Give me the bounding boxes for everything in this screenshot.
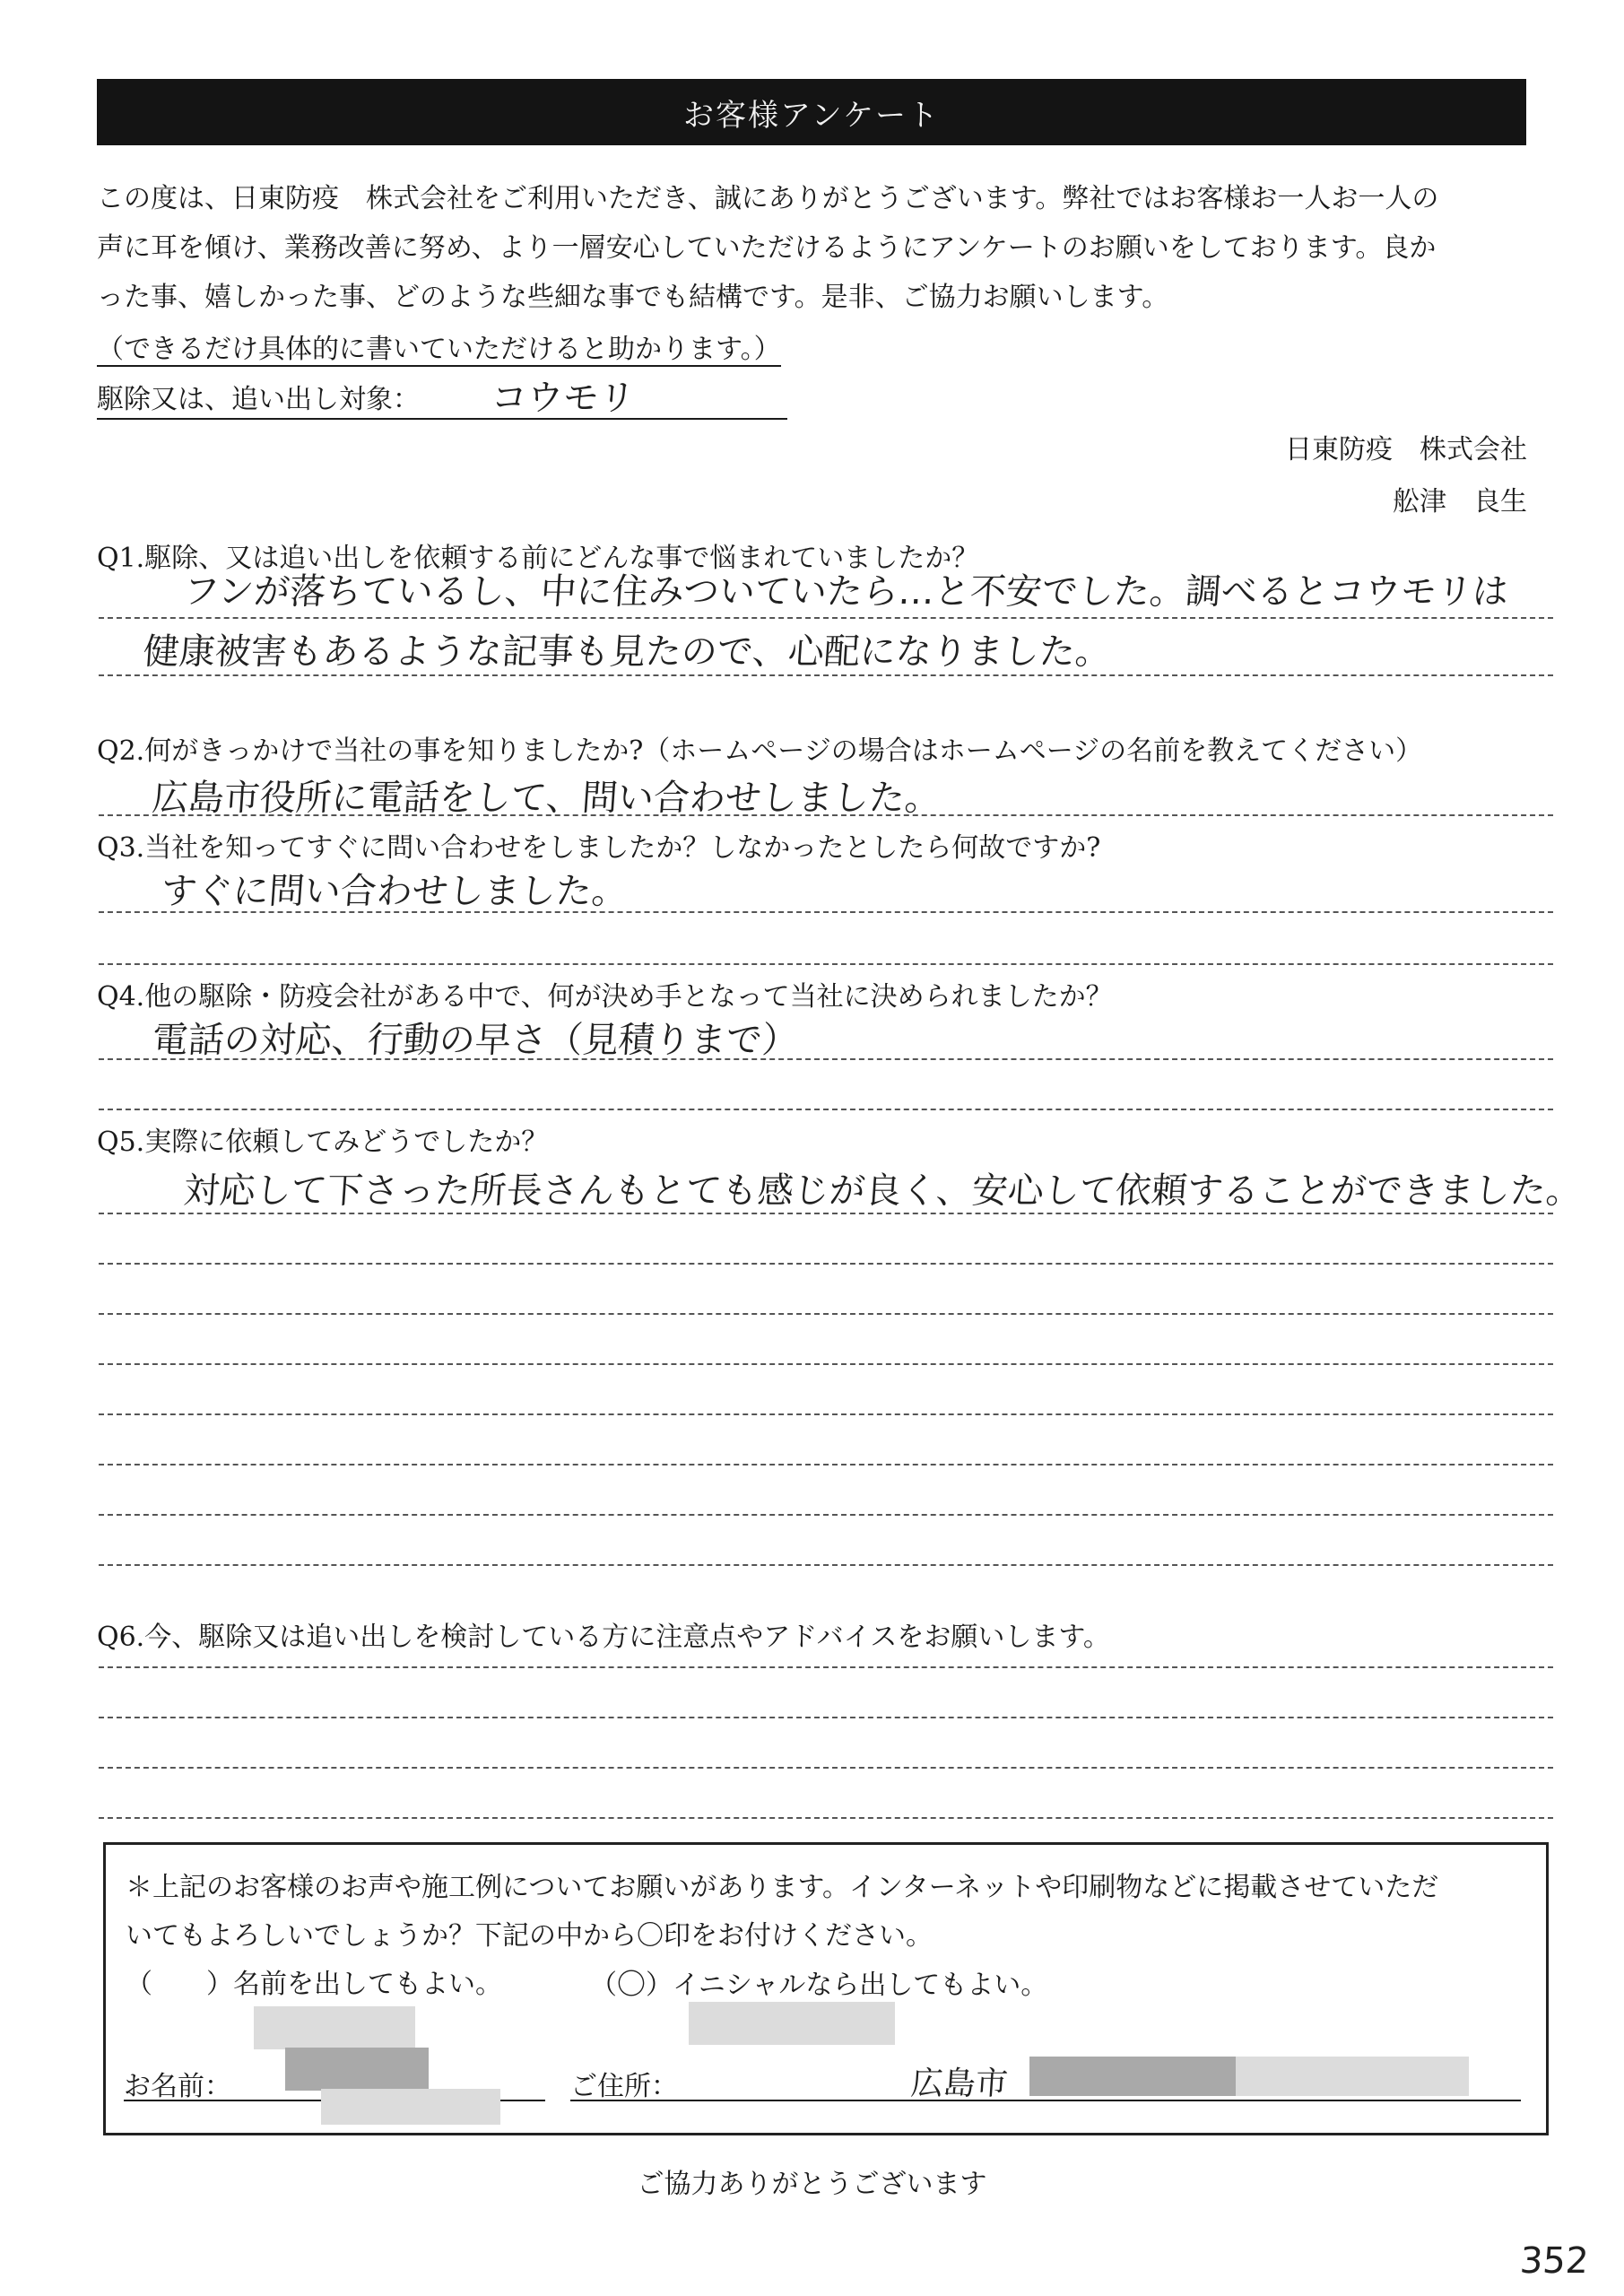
q2-label: Q2.何がきっかけで当社の事を知りましたか?（ホームページの場合はホームページの名前を教えてください）: [97, 735, 1423, 767]
option-initial-close: ）: [646, 1970, 673, 2001]
name-redaction-1: [254, 2006, 415, 2049]
option-initial-open: （: [590, 1970, 617, 2001]
survey-title: お客様アンケート: [683, 97, 940, 134]
q1-answer-2: 健康被害もあるような記事も見たので、心配になりました。: [142, 631, 1113, 673]
consent-option-name[interactable]: [126, 1961, 502, 2001]
option-name-parens: （ ）: [126, 1969, 233, 2000]
target-value: コウモリ: [490, 378, 637, 419]
q3-answer-1: すぐに問い合わせしました。: [160, 871, 630, 912]
consent-line-2: いてもよろしいでしょうか？下記の中から〇印をお付けください。: [126, 1920, 933, 1952]
page-number: 352: [1518, 2240, 1590, 2282]
q6-line-3: [99, 1767, 1553, 1769]
intro-note: [97, 326, 781, 373]
q5-line-4: [99, 1363, 1553, 1365]
option-name-label: 名前を出してもよい。: [233, 1969, 502, 2000]
intro-note-text: （できるだけ具体的に書いていただけると助かります。）: [97, 334, 781, 365]
consent-option-initial[interactable]: [590, 1961, 1047, 2003]
q1-line-1: [99, 617, 1553, 619]
q1-line-2: [99, 674, 1553, 676]
q5-line-5: [99, 1413, 1553, 1415]
name-redaction-3: [321, 2089, 500, 2125]
q5-line-7: [99, 1514, 1553, 1516]
q2-answer-1: 広島市役所に電話をして、問い合わせしました。: [151, 778, 942, 819]
q5-line-3: [99, 1313, 1553, 1315]
q5-answer-1: 対応して下さった所長さんもとても感じが良く、安心して依頼することができました。: [182, 1170, 1584, 1212]
q3-line-2: [99, 963, 1553, 965]
q5-line-6: [99, 1464, 1553, 1465]
address-redaction-3: [1236, 2057, 1469, 2096]
q6-line-2: [99, 1717, 1553, 1718]
intro-line-2: 声に耳を傾け、業務改善に努め、より一層安心していただけるようにアンケートのお願いをしております。良か: [97, 232, 1437, 264]
q1-answer-1: フンが落ちているし、中に住みついていたら…と不安でした。調べるとコウモリは: [182, 571, 1510, 613]
name-label: お名前：: [124, 2071, 231, 2102]
q5-line-8: [99, 1564, 1553, 1566]
q4-label: Q4.他の駆除・防疫会社がある中で、何が決め手となって当社に決められましたか？: [97, 981, 1113, 1013]
intro-line-3: った事、嬉しかった事、どのような些細な事でも結構です。是非、ご協力お願いします。: [97, 282, 1169, 313]
consent-box: [103, 1842, 1549, 2135]
option-initial-label: イニシャルなら出してもよい。: [673, 1970, 1048, 2001]
survey-title-bar: [97, 79, 1526, 145]
q4-answer-1: 電話の対応、行動の早さ（見積りまで）: [151, 1020, 800, 1061]
target-label: 駆除又は、追い出し対象：: [97, 384, 420, 415]
q6-line-1: [99, 1666, 1553, 1668]
q3-label: Q3.当社を知ってすぐに問い合わせをしましたか？しなかったとしたら何故ですか?: [97, 832, 1101, 864]
option-initial-circle-mark: 〇: [617, 1967, 647, 2001]
footer-thanks: ご協力ありがとうございます: [637, 2169, 987, 2200]
address-label: ご住所：: [570, 2071, 678, 2102]
q4-line-1: [99, 1058, 1553, 1060]
q5-line-1: [99, 1213, 1553, 1214]
intro-line-1: この度は、日東防疫 株式会社をご利用いただき、誠にありがとうございます。弊社ではお客様お一人お一人の: [97, 183, 1439, 214]
consent-line-1: ＊上記のお客様のお声や施工例についてお願いがあります。インターネットや印刷物などに掲載させていただ: [126, 1872, 1439, 1903]
q1-label: Q1.駆除、又は追い出しを依頼する前にどんな事で悩まれていましたか？: [97, 543, 979, 574]
q3-line-1: [99, 911, 1553, 913]
address-value: 広島市: [909, 2066, 1010, 2102]
address-redaction-1: [689, 2002, 895, 2045]
company-name: 日東防疫 株式会社: [1285, 434, 1527, 465]
q5-label: Q5.実際に依頼してみどうでしたか？: [97, 1126, 549, 1158]
q4-line-2: [99, 1109, 1553, 1110]
q6-line-4: [99, 1817, 1553, 1819]
company-person: 舩津 良生: [1393, 486, 1527, 517]
q6-label: Q6.今、駆除又は追い出しを検討している方に注意点やアドバイスをお願いします。: [97, 1622, 1110, 1653]
q5-line-2: [99, 1263, 1553, 1265]
target-field: [97, 373, 787, 420]
name-redaction-2: [285, 2048, 429, 2091]
address-redaction-2: [1029, 2057, 1236, 2096]
q2-line-1: [99, 814, 1553, 816]
